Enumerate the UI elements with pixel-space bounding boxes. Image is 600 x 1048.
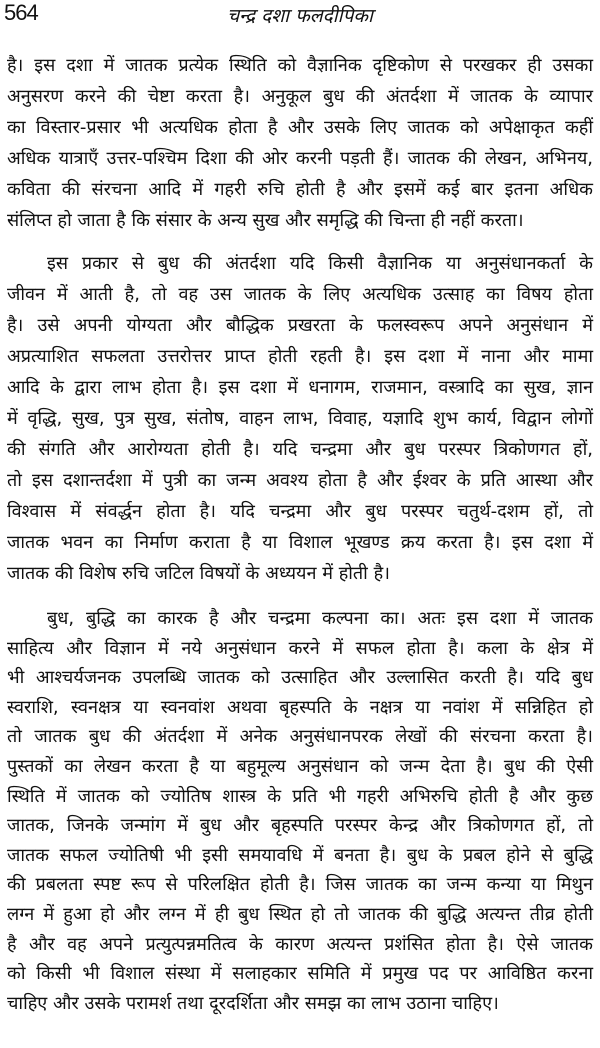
- text-line: है। इस दशा में जातक प्रत्येक स्थिति को वैज्ञानिक दृष्टिकोण से परखकर ही उसका: [7, 55, 593, 76]
- text-line: चाहिए और उसके परामर्श तथा दूरदर्शिता और समझ का लाभ उठाना चाहिए।: [7, 992, 499, 1014]
- text-line: जातक भवन का निर्माण कराता है या विशाल भूखण्ड क्रय करता है। इस दशा में: [7, 532, 593, 553]
- text-line: को किसी भी विशाल संस्था में सलाहकार समिति में प्रमुख पद पर आविष्ठित करना: [7, 963, 593, 985]
- page-number: 564: [4, 0, 38, 25]
- text-line: लग्न में हुआ हो और लग्न में ही बुध स्थित हो तो जातक की बुद्धि अत्यन्त तीव्र होती: [7, 903, 593, 925]
- text-line: जातक की विशेष रुचि जटिल विषयों के अध्ययन में होती है।: [7, 563, 390, 584]
- text-line: भी आश्चर्यजनक उपलब्धि जातक को उत्साहित और उल्लासित करती है। यदि बुध: [7, 667, 593, 689]
- text-line: की संगति और आरोग्यता होती है। यदि चन्द्रमा और बुध परस्पर त्रिकोणगत हों,: [7, 439, 593, 460]
- text-line: जीवन में आती है, तो वह उस जातक के लिए अत्यधिक उत्साह का विषय होता: [7, 284, 593, 305]
- text-line: है और वह अपने प्रत्युत्पन्नमतित्व के कारण अत्यन्त प्रशंसित होता है। ऐसे जातक: [7, 933, 593, 955]
- paragraph-2: [7, 248, 593, 589]
- text-line: में वृद्धि, सुख, पुत्र सुख, संतोष, वाहन लाभ, विवाह, यज्ञादि शुभ कार्य, विद्वान लोगों: [7, 408, 593, 429]
- text-line: इस प्रकार से बुध की अंतर्दशा यदि किसी वैज्ञानिक या अनुसंधानकर्ता के: [47, 253, 593, 274]
- text-line: आदि के द्वारा लाभ होता है। इस दशा में धनागम, राजमान, वस्त्रादि का सुख, ज्ञान: [7, 377, 593, 398]
- text-line: संलिप्त हो जाता है कि संसार के अन्य सुख और समृद्धि की चिन्ता ही नहीं करता।: [7, 210, 524, 231]
- text-line: स्वराशि, स्वनक्षत्र या स्वनवांश अथवा बृहस्पति के नक्षत्र या नवांश में सन्निहित हो: [7, 696, 593, 718]
- text-line: विश्वास में संवर्द्धन होता है। यदि चन्द्रमा और बुध परस्पर चतुर्थ-दशम हों, तो: [7, 501, 593, 522]
- text-line: जातक सफल ज्योतिषी भी इसी समयावधि में बनता है। बुध के प्रबल होने से बुद्धि: [7, 844, 593, 866]
- text-line: साहित्य और विज्ञान में नये अनुसंधान करने में सफल होता है। कला के क्षेत्र में: [7, 637, 593, 659]
- running-title: चन्द्र दशा फलदीपिका: [227, 5, 373, 27]
- text-line: है। उसे अपनी योग्यता और बौद्धिक प्रखरता के फलस्वरूप अपने अनुसंधान में: [7, 315, 593, 336]
- text-line: बुध, बुद्धि का कारक है और चन्द्रमा कल्पना का। अतः इस दशा में जातक: [47, 608, 593, 629]
- paragraph-3: [7, 604, 593, 1018]
- text-line: पुस्तकों का लेखन करता है या बहुमूल्य अनुसंधान को जन्म देता है। बुध की ऐसी: [7, 755, 593, 777]
- text-line: अधिक यात्राएँ उत्तर-पश्चिम दिशा की ओर करनी पड़ती हैं। जातक की लेखन, अभिनय,: [7, 148, 593, 169]
- text-line: जातक, जिनके जन्मांग में बुध और बृहस्पति परस्पर केन्द्र और त्रिकोणगत हों, तो: [7, 815, 593, 837]
- text-line: तो इस दशान्तर्दशा में पुत्री का जन्म अवश्य होता है और ईश्वर के प्रति आस्था और: [7, 470, 593, 491]
- text-line: तो जातक बुध की अंतर्दशा में अनेक अनुसंधानपरक लेखों की संरचना करता है।: [7, 726, 593, 748]
- text-line: स्थिति में जातक को ज्योतिष शास्त्र के प्रति भी गहरी अभिरुचि होती है और कुछ: [7, 785, 593, 807]
- paragraph-1: [7, 50, 593, 236]
- text-line: अनुसरण करने की चेष्टा करता है। अनुकूल बुध की अंतर्दशा में जातक के व्यापार: [7, 86, 593, 107]
- text-line: की प्रबलता स्पष्ट रूप से परिलक्षित होती है। जिस जातक का जन्म कन्या या मिथुन: [7, 874, 593, 896]
- text-line: अप्रत्याशित सफलता उत्तरोत्तर प्राप्त होती रहती है। इस दशा में नाना और मामा: [7, 346, 593, 367]
- text-line: का विस्तार-प्रसार भी अत्यधिक होता है और उसके लिए जातक को अपेक्षाकृत कहीं: [7, 117, 593, 138]
- text-line: कविता की संरचना आदि में गहरी रुचि होती है और इसमें कई बार इतना अधिक: [7, 179, 593, 200]
